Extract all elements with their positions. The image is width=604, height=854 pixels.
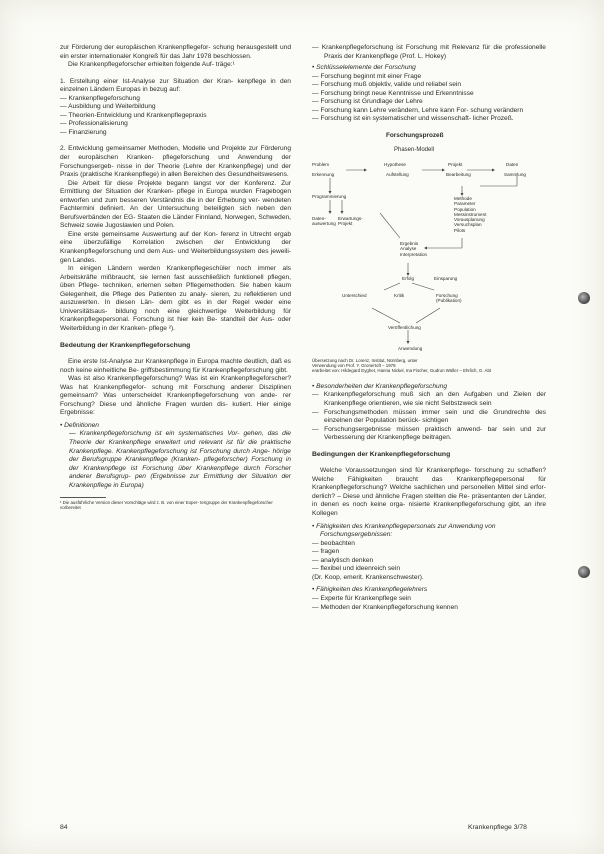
punch-hole [578,566,590,578]
countries-paragraph: In einigen Ländern werden Krankenpflegeschüler noch immer als Arbeitskräfte mißbraucht, sie lernen fast ausschließlich funktionell pflegen, üben Pflege- techniken, erlernen selten Pflegemethoden. Sie haben kaum Gelegenheit, die Pflege des Patienten zu analy- sieren, zu reflektieren und auszuwerten. In diesen Län- dern gibt es in der Regel weder eine Universitätsaus- bildung noch eine gleichwertige Weiterbildung für Krankenpflegepersonal. Forschung ist hier kein Be- standteil der Aus- oder Weiterbildung in der Kranken- pflege ²). [60,265,291,332]
punch-hole [578,292,590,304]
task-1-item: — Ausbildung und Weiterbildung [60,103,156,111]
key-elements-heading: • Schlüsselelemente der Forschung [312,64,416,72]
diagram-node: Erkennung [312,171,335,177]
diagram-node: Kritik [394,292,405,298]
intro-paragraph: Die Krankenpflegeforscher erhielten folgende Auf- träge:¹ [68,61,235,69]
task-1-item: — Finanzierung [60,128,107,136]
task-1-item: — Krankenpflegeforschung [60,94,140,102]
section-heading: Bedeutung der Krankenpflegeforschung [60,341,191,349]
intro-text: zur Förderung der europäischen Krankenpflegefor- schung herausgestellt und ein erster internationaler Kongreß für das Jahr 1978 beschlossen. [60,44,291,60]
diagram-node: Problem [312,161,330,167]
task-2: 2. Entwicklung gemeinsamer Methoden, Modelle und Projekte zur Förderung der europäischen Kranken- pflegeforschung und Anwendung der Forschungsergeb- nisse in der Theorie (Lehre der Krankenpflege) und der Praxis (praktische Krankenpflege) in allen Bereichen des Gesundheitswesens. [60,145,291,179]
right-column [312,44,546,612]
diagram-node: Programmierung [312,193,347,199]
task-1: 1. Erstellung einer Ist-Analyse zur Situation der Kran- kenpflege in den einzelnen Ländern Europas in bezug auf: [60,77,291,94]
ability-item: — analytisch denken [312,556,374,564]
abilities-heading: • Fähigkeiten des Krankenpflegepersonals zur Anwendung von Forschungsergebnissen: [312,522,496,539]
diagram-node: Forschung (Publikation) [436,292,462,304]
special-features-heading: • Besonderheiten der Krankenpflegeforschung [312,382,448,390]
meaning-paragraph: Eine erste Ist-Analyse zur Krankenpflege in Europa machte deutlich, daß es noch keine einheitliche Be- griffsbestimmung für Krankenpflegeforschung gibt. [60,358,291,374]
left-column [60,44,291,511]
definitions-text: — Krankenpflegeforschung ist ein systematisches Vor- gehen, das die Theorie der Krankenpflege erweitert und relevant ist für die praktische Krankenpflege. Krankenpflegeforschung ist Forschung durch Ange- hörige der Berufsgruppe Krankenpflege (Kranken- pflegeforscher) Forschung in der Krankenpflege ist Forschung über Krankenpflege durch Forscher anderer Berufsgrup- pen (Ergebnisse zur Ermittlung der Situation der Krankenpflege in Europa) [69,430,292,489]
questions-paragraph: Was ist also Krankenpflegeforschung? Was ist ein Krankenpflegeforscher? Was hat Krankenpflegefor- schung mit Forschung anderer Disziplinen gemeinsam? Was unterscheidet Krankenpflegeforschung von ande- rer Forschung? Diese und ähnliche Fragen wurden dis- kutiert. Hier einige Ergebnisse: [60,375,291,417]
diagram-node: Projekt [448,161,463,167]
diagram-title: Forschungsprozeß [386,131,444,139]
footnote: ¹ Die ausführliche Version dieser Vorschläge wird z. B. von einer Exper- tengruppe der Krankenpflegeforscher vorbereitet [60,500,273,511]
special-feature-item: — Forschungsmethoden müssen immer sein und die Grundrechte des einzelnen der Population berück- sichtigen [312,408,546,425]
key-element-item: — Forschung ist Grundlage der Lehre [312,98,423,106]
abilities-note: (Dr. Koop, emerit. Krankenschwester). [312,573,424,581]
diagram-node: Einsparung [434,275,458,281]
diagram-node: Ergebnis Analyse Interpretation [400,240,428,257]
conditions-paragraph: Welche Voraussetzungen sind für Krankenpflege- forschung zu schaffen? Welche Fähigkeiten braucht das Krankenpflegepersonal für Krankenpflegeforschung? Welche sachlichen und personellen Mittel sind erfor- derlich? – Diese und ähnliche Fragen stellten die Re- präsentanten der Länder, in denen es noch keine orga- nisierte Krankenpflegeforschung gibt, an ihre Kollegen [312,467,547,518]
key-element-item: — Forschung ist ein systematischer und wissenschaft- licher Prozeß. [312,115,514,123]
diagram-subtitle: Phasen-Modell [394,146,435,153]
section-heading: Bedingungen der Krankenpflegeforschung [312,450,451,458]
task-1-item: — Professionalisierung [60,120,128,128]
task-1-item: — Theorien-Entwicklung und Krankenpflegepraxis [60,111,207,119]
research-process-diagram [312,128,546,380]
teacher-ability-item: — Experte für Krankenpflege sein [312,594,411,602]
page-number: 84 [60,824,68,831]
diagram-node: Hypothese [384,161,406,167]
key-element-item: — Forschung kann Lehre verändern, Lehre kann For- schung verändern [312,106,524,114]
diagram-node: Aufstellung [386,171,409,177]
teacher-abilities-heading: • Fähigkeiten des Krankenpflegelehrers [312,586,428,594]
definition-hokey: — Krankenpflegeforschung ist Forschung mit Relevanz für die professionelle Praxis der Krankenpflege (Prof. L. Hokey) [312,44,546,60]
definitions-heading: • Definitionen [60,421,99,429]
key-element-item: — Forschung bringt neue Kenntnisse und Erkenntnisse [312,89,474,97]
work-paragraph: Die Arbeit für diese Projekte begann langst vor der Konferenz. Zur Ermittlung der Situation der Kranken- pflege in Europa wurden Fragebogen entworfen und zum besseren Verständnis die in der Erhebung ver- wendeten Fachtermini definiert. An der Untersuchung beteiligten sich neben den Berufsverbänden der EG- Staaten die Länder Finnland, Norwegen, Schweden, Schweiz sowie Jugoslawien und Polen. [60,179,292,230]
evaluation-paragraph: Eine erste gemeinsame Auswertung auf der Kon- ferenz in Utrecht ergab eine überzufällige Korrelation zwischen der Entwicklung der Krankenpflegeforschung und dem Aus- und Weiterbildungssystem des jeweili- gen Landes. [60,230,291,264]
diagram-node: Erwartungs- Projekt [338,215,363,227]
diagram-node: Sammlung [504,171,526,177]
teacher-ability-item: — Methoden der Krankenpflegeforschung kennen [312,603,458,611]
ability-item: — fragen [312,548,340,556]
special-feature-item: — Krankenpflegeforschung muß sich an den Aufgaben und Zielen der Krankenpflege orientieren, wie sie nicht Selbstzweck sein [312,391,547,408]
diagram-node: Daten [506,161,519,167]
special-feature-item: — Forschungsergebnisse müssen praktisch anwend- bar sein und zur Verbesserung der Krankenpflege beitragen. [312,425,546,442]
diagram-node: Bearbeitung [446,171,471,177]
footnote-rule [60,497,106,498]
diagram-node: Erfolg [402,275,415,281]
diagram-node: Anwendung [398,345,423,351]
ability-item: — beobachten [312,539,355,547]
key-element-item: — Forschung beginnt mit einer Frage [312,72,422,80]
ability-item: — flexibel und ideenreich sein [312,565,400,573]
diagram-node: Daten- auswertung [312,215,336,227]
key-element-item: — Forschung muß objektiv, valide und reliabel sein [312,81,462,89]
diagram-methods: Methode Parameter Population Messinstrument Vorausplanung Versuchsplan Pilots [454,195,487,233]
diagram-node: Unterschied [342,292,367,298]
diagram-node: Veröffentlichung [388,324,421,330]
journal-footer: Krankenpflege 3/78 [468,824,527,831]
diagram-caption: Übersetzung nach Dr. Lorenz, Institut, Nürnberg, unter Verwendung von Prof. Y. Gronertoft – 1978 erarbeitet von: Hildegard Eyghet, Hanna Nickel, Ina Fischer, Gudrun Wüller – Ehrlich, G. Abt [312,357,492,373]
